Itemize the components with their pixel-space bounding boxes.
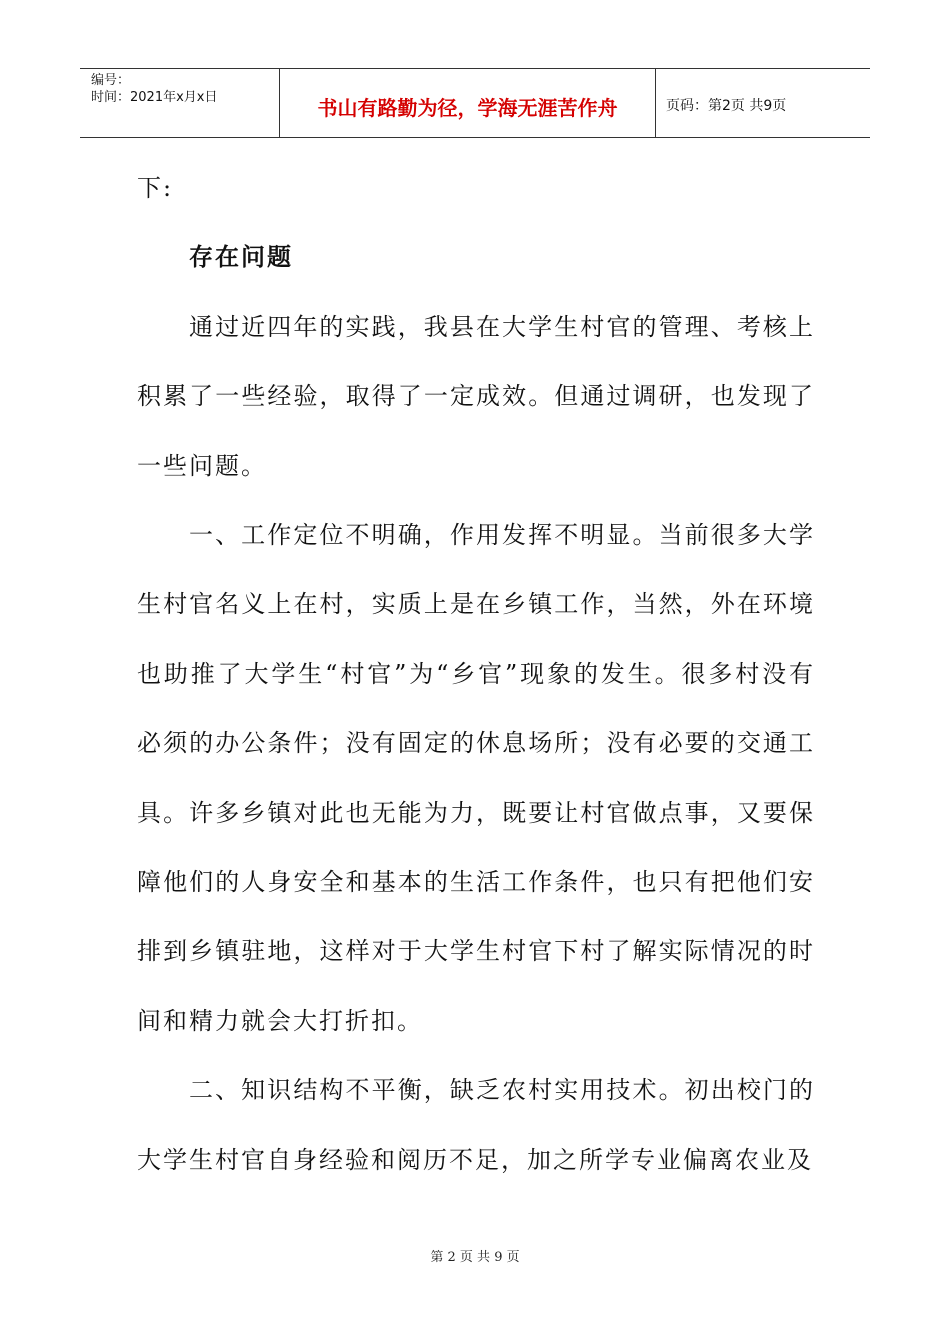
document-number-label: 编号： [91,73,131,88]
continuation-line: 下: [137,174,174,202]
page-footer: 第 2 页 共 9 页 [430,1250,520,1265]
paragraph-intro: 通过近四年的实践，我县在大学生村官的管理、考核上积累了一些经验，取得了一定成效。但通过调研，也发现了一些问题。 [137,312,815,480]
header-meta [80,69,280,137]
paragraph-issue-one: 一、工作定位不明确，作用发挥不明显。当前很多大学生村官名义上在村，实质上是在乡镇工作，当然，外在环境也助推了大学生“村官”为“乡官”现象的发生。很多村没有必须的办公条件；没有固定的休息场所；没有必要的交通工具。许多乡镇对此也无能为力，既要让村官做点事，又要保障他们的人身安全和基本的生活工作条件，也只有把他们安排到乡镇驻地，这样对于大学生村官下村了解实际情况的时间和精力就会大打折扣。 [137,521,815,1035]
document-date: 时间：2021年x月x日 [91,90,218,105]
header-motto: 书山有路勤为径，学海无涯苦作舟 [280,69,656,137]
header-page-info: 页码：第2页 共9页 [666,98,787,114]
section-heading: 存在问题 [189,243,293,272]
document-body [137,154,815,1195]
page-header [80,68,870,138]
paragraph-issue-two: 二、知识结构不平衡，缺乏农村实用技术。初出校门的大学生村官自身经验和阅历不足，加之所学专业偏离农业及 [137,1076,815,1174]
